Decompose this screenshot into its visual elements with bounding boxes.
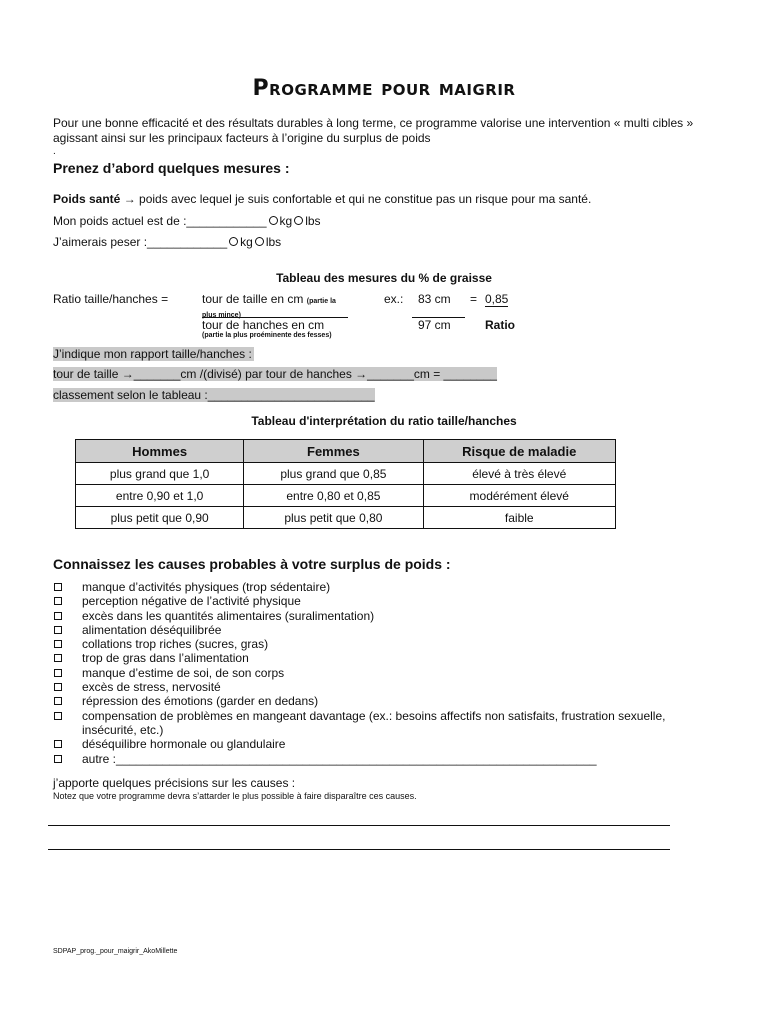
interp-table-title: Tableau d'interprétation du ratio taille/hanches bbox=[251, 414, 517, 428]
ratio-label: Ratio taille/hanches = bbox=[53, 292, 169, 306]
ratio-word: Ratio bbox=[485, 318, 515, 332]
indique-line1: J’indique mon rapport taille/hanches : bbox=[53, 347, 252, 361]
checkbox-icon[interactable] bbox=[54, 626, 62, 634]
aimerais-label: J’aimerais peser : bbox=[53, 235, 148, 249]
table-cell: plus grand que 1,0 bbox=[76, 463, 244, 485]
section-heading-mesures: Prenez d’abord quelques mesures : bbox=[53, 160, 290, 176]
cause-label: répression des émotions (garder en dedans) bbox=[82, 694, 319, 709]
checkbox-icon[interactable] bbox=[54, 697, 62, 705]
ratio-numerator bbox=[202, 292, 348, 317]
poids-actuel-line bbox=[53, 214, 321, 228]
header-femmes: Femmes bbox=[244, 440, 423, 463]
ex-denominator: 97 cm bbox=[418, 318, 451, 332]
table-row bbox=[76, 485, 616, 507]
cause-label: excès dans les quantités alimentaires (suralimentation) bbox=[82, 608, 375, 623]
ex-result: 0,85 bbox=[485, 292, 509, 306]
list-item[interactable] bbox=[53, 752, 673, 766]
ratio-denominator: tour de hanches en cm bbox=[202, 318, 325, 332]
checkbox-icon[interactable] bbox=[54, 683, 62, 691]
writing-line-1[interactable] bbox=[48, 825, 670, 826]
mesures-table-title: Tableau des mesures du % de graisse bbox=[276, 271, 492, 285]
table-cell: plus grand que 0,85 bbox=[244, 463, 423, 485]
list-item[interactable] bbox=[53, 594, 673, 608]
checkbox-icon[interactable] bbox=[54, 712, 62, 720]
kg-radio-icon[interactable] bbox=[229, 237, 238, 246]
aimerais-blank[interactable]: ____________ bbox=[147, 235, 228, 249]
intro-paragraph: Pour une bonne efficacité et des résultats durables à long terme, ce programme valorise une intervention « multi cibles » agissant ainsi sur les principaux facteurs à l’origine du surplus de poids bbox=[53, 116, 694, 145]
list-item[interactable] bbox=[53, 694, 673, 708]
indique-line2[interactable]: tour de taille →_______cm /(divisé) par tour de hanches →_______cm = ________ bbox=[53, 367, 497, 381]
table-cell: plus petit que 0,80 bbox=[244, 507, 423, 529]
arrow-icon: → bbox=[123, 192, 136, 206]
table-cell: faible bbox=[423, 507, 616, 529]
lbs-radio-icon[interactable] bbox=[294, 216, 303, 225]
writing-line-2[interactable] bbox=[48, 849, 670, 850]
poids-actuel-blank[interactable]: ____________ bbox=[186, 214, 267, 228]
aimerais-line bbox=[53, 235, 281, 249]
poids-sante-label: Poids santé bbox=[53, 192, 121, 206]
table-row bbox=[76, 507, 616, 529]
list-item[interactable] bbox=[53, 737, 673, 751]
cause-label: perception négative de l’activité physique bbox=[82, 594, 301, 609]
checkbox-icon[interactable] bbox=[54, 597, 62, 605]
cause-label: compensation de problèmes en mangeant davantage (ex.: besoins affectifs non satisfaits, frustration sexuelle, insécurité, etc.) bbox=[82, 708, 666, 737]
poids-sante-text: poids avec lequel je suis confortable et qui ne constitue pas un risque pour ma santé. bbox=[135, 192, 592, 206]
checkbox-icon[interactable] bbox=[54, 640, 62, 648]
lbs-label: lbs bbox=[265, 235, 282, 249]
header-hommes: Hommes bbox=[76, 440, 244, 463]
ex-numerator: 83 cm bbox=[418, 292, 451, 306]
lbs-radio-icon[interactable] bbox=[255, 237, 264, 246]
checkbox-icon[interactable] bbox=[54, 654, 62, 662]
intro-dot: . bbox=[53, 146, 56, 157]
denominator-note: (partie la plus proéminente des fesses) bbox=[202, 332, 332, 339]
lbs-label: lbs bbox=[305, 214, 321, 228]
list-item[interactable] bbox=[53, 637, 673, 651]
footer-text: SDPAP_prog._pour_maigrir_AkoMillette bbox=[53, 948, 178, 955]
cause-label: excès de stress, nervosité bbox=[82, 680, 221, 695]
kg-label: kg bbox=[279, 214, 293, 228]
note-text: Notez que votre programme devra s’attarder le plus possible à faire disparaître ces causes. bbox=[53, 791, 417, 801]
checkbox-icon[interactable] bbox=[54, 740, 62, 748]
ex-label: ex.: bbox=[384, 292, 404, 306]
cause-label: manque d’activités physiques (trop sédentaire) bbox=[82, 580, 331, 594]
cause-label: collations trop riches (sucres, gras) bbox=[82, 637, 269, 652]
list-item[interactable] bbox=[53, 680, 673, 694]
list-item[interactable] bbox=[53, 609, 673, 623]
checkbox-icon[interactable] bbox=[54, 583, 62, 591]
list-item[interactable] bbox=[53, 709, 673, 738]
table-cell: élevé à très élevé bbox=[423, 463, 616, 485]
kg-radio-icon[interactable] bbox=[269, 216, 278, 225]
section-heading-causes: Connaissez les causes probables à votre surplus de poids : bbox=[53, 556, 451, 572]
checkbox-icon[interactable] bbox=[54, 755, 62, 763]
table-cell: plus petit que 0,90 bbox=[76, 507, 244, 529]
cause-label: déséquilibre hormonale ou glandulaire bbox=[82, 737, 286, 752]
table-row bbox=[76, 463, 616, 485]
numerator-text: tour de taille en cm bbox=[202, 292, 304, 306]
indique-line3[interactable]: classement selon le tableau :_________________________ bbox=[53, 388, 375, 402]
kg-label: kg bbox=[240, 235, 253, 249]
table-cell: modérément élevé bbox=[423, 485, 616, 507]
table-cell: entre 0,90 et 1,0 bbox=[76, 485, 244, 507]
header-risque: Risque de maladie bbox=[423, 440, 616, 463]
cause-label: manque d’estime de soi, de son corps bbox=[82, 665, 285, 680]
poids-actuel-label: Mon poids actuel est de : bbox=[53, 214, 187, 228]
list-item[interactable] bbox=[53, 623, 673, 637]
precisions-label: j’apporte quelques précisions sur les causes : bbox=[53, 776, 296, 790]
list-item[interactable] bbox=[53, 580, 673, 594]
cause-label: trop de gras dans l’alimentation bbox=[82, 651, 249, 666]
table-cell: entre 0,80 et 0,85 bbox=[244, 485, 423, 507]
cause-label[interactable]: autre :________________________________________________________________________ bbox=[82, 751, 597, 766]
table-header-row bbox=[76, 440, 616, 463]
poids-sante-line bbox=[53, 192, 591, 206]
page-title: Programme pour maigrir bbox=[252, 76, 516, 101]
checkbox-icon[interactable] bbox=[54, 669, 62, 677]
ex-equals: = bbox=[470, 292, 478, 306]
causes-checklist bbox=[53, 580, 673, 766]
checkbox-icon[interactable] bbox=[54, 612, 62, 620]
list-item[interactable] bbox=[53, 651, 673, 665]
numerator-note: (partie la plus mince) bbox=[202, 298, 336, 319]
cause-label: alimentation déséquilibrée bbox=[82, 622, 222, 637]
list-item[interactable] bbox=[53, 666, 673, 680]
interpretation-table bbox=[75, 439, 616, 529]
